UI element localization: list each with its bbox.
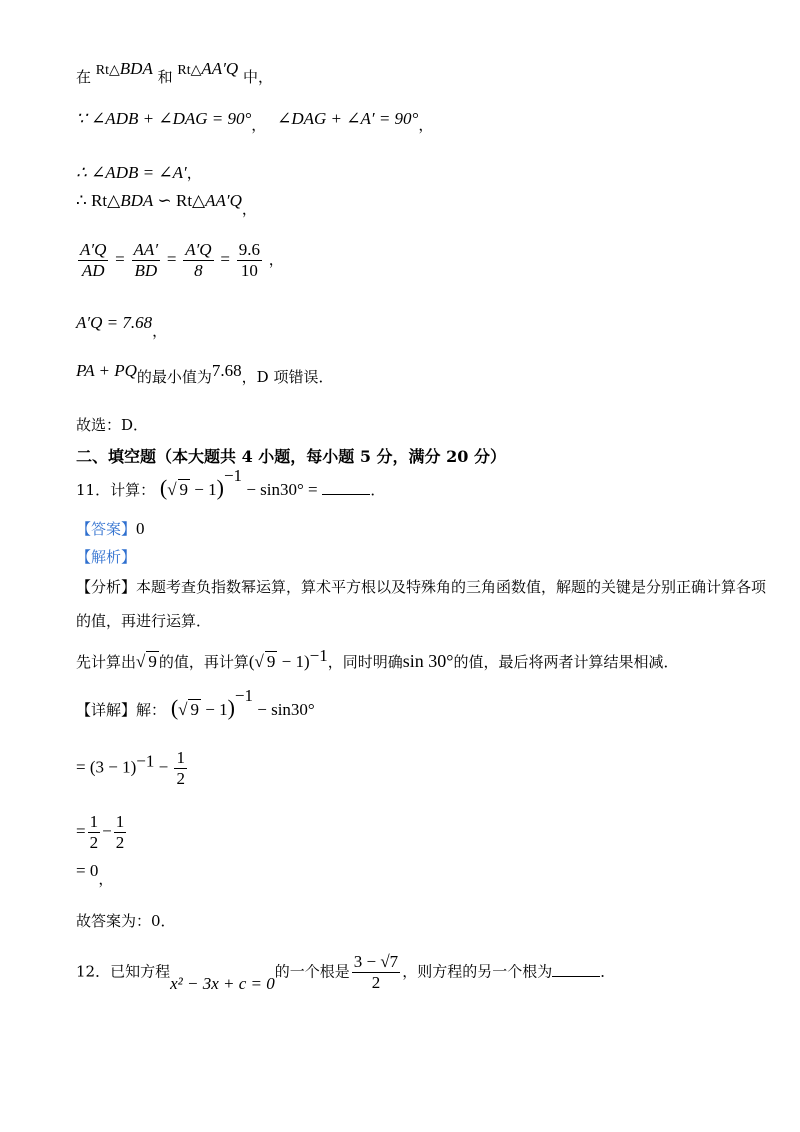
text: 的值，最后将两者计算结果相减． — [453, 653, 679, 671]
equation: ∴ ∠ADB = ∠A′ — [76, 163, 187, 182]
minus-one: − 1 — [277, 652, 304, 671]
value: 7.68 — [211, 361, 242, 380]
exponent: −1 — [234, 686, 253, 705]
equals: = — [220, 249, 230, 269]
question-11: 11．计算： (√ 9 − 1)$^{-1}$ − sin30° = ． — [76, 466, 386, 500]
sin-30: sin 30° — [402, 651, 454, 671]
equation: ∠DAG + ∠A′ = 90° — [277, 109, 419, 128]
analysis-tag: 【解析】 — [76, 548, 137, 566]
paren: ) — [227, 695, 235, 720]
paren: ) — [216, 475, 224, 500]
answer-blank — [552, 962, 600, 977]
triangle-bda: BDA — [120, 191, 154, 210]
expression: = (3 − 1) — [76, 757, 137, 777]
analysis-text: 本题考查负指数幂运算，算术平方根以及特殊角的三角函数值，解题的关键是分别正确计算各项 — [136, 578, 767, 596]
text: 先计算出 — [76, 653, 137, 671]
text: 的一个根是 — [274, 962, 350, 981]
math-line-result — [76, 312, 168, 340]
math-line-similar — [76, 190, 257, 218]
rt-symbol: Rt△ — [95, 63, 120, 78]
text: 中， — [242, 68, 273, 86]
equals: = — [166, 249, 177, 269]
text: 的最小值为 — [136, 368, 212, 386]
rt-symbol: Rt△ — [177, 63, 202, 78]
text: ，则方程的另一个根为 — [402, 962, 553, 981]
equation: x² − 3x + c = 0 — [170, 973, 275, 993]
text: 和 — [157, 68, 173, 86]
similar-symbol: ∽ Rt△ — [153, 191, 206, 210]
final-answer-line: 故答案为：0． — [76, 912, 176, 930]
fraction-one-half: $\frac{1}{2}$ — [89, 812, 99, 852]
question-number: 11．计算： — [76, 481, 156, 499]
section-heading: 二、填空题（本大题共 4 小题，每小题 5 分，满分 20 分） — [76, 447, 506, 466]
text: ，同时明确 — [327, 653, 403, 671]
text: 解： — [136, 701, 167, 719]
equals: = — [76, 821, 86, 841]
period: ． — [370, 481, 386, 499]
step-1 — [76, 748, 189, 789]
comma: ， — [418, 116, 434, 134]
exponent: −1 — [136, 751, 155, 771]
fraction-one-half: $\frac{1}{2}$ — [176, 748, 185, 788]
answer-value: 0 — [136, 519, 145, 538]
paren: ( — [248, 652, 255, 671]
equation: = 0 — [76, 861, 99, 880]
math-line-therefore-angle — [76, 162, 202, 183]
triangle-aaq: AA′Q — [201, 59, 239, 78]
minus: − — [154, 757, 173, 777]
equation: ∵ ∠ADB + ∠DAG = 90° — [76, 109, 252, 128]
sqrt-radicand: 9 — [148, 652, 157, 671]
question-number: 12．已知方程 — [76, 962, 171, 981]
question-12 — [76, 952, 615, 993]
answer-blank — [322, 480, 370, 495]
method-line: 先计算出√ 9 的值，再计算(√ 9 − 1)$^{-1}$，同时明确sin 30°的值，最后将两者计算结果相减． — [76, 646, 679, 671]
step-2 — [76, 812, 128, 853]
comma: ， — [152, 322, 168, 340]
paren: ( — [159, 475, 168, 500]
step-3 — [76, 860, 114, 888]
text: 的值，再计算 — [158, 653, 249, 671]
fraction: $\frac{A'Q}{AD}$ — [80, 240, 107, 280]
triangle-aaq: AA′Q — [205, 191, 242, 210]
fraction: $\frac{A'Q}{8}$ — [185, 240, 212, 280]
period: ． — [600, 962, 616, 981]
analysis-label: 【分析】 — [76, 578, 137, 596]
text-line-minimum — [76, 361, 334, 387]
text: ∴ Rt△ — [76, 191, 121, 210]
comma: ， — [186, 164, 202, 182]
comma: ， — [268, 250, 284, 269]
math-line-ratios — [76, 240, 284, 281]
text-line-right-triangles — [76, 59, 273, 87]
equals: = — [115, 249, 125, 269]
fraction-one-half: $\frac{1}{2}$ — [115, 812, 125, 852]
exponent: −1 — [223, 466, 243, 485]
comma: ， — [241, 200, 257, 218]
sqrt-radicand: 9 — [266, 652, 276, 671]
analysis-line-1 — [76, 576, 766, 597]
text-line-choice: 故选：D． — [76, 416, 149, 434]
sqrt-radicand: 9 — [179, 480, 189, 499]
expression: PA + PQ — [76, 361, 137, 380]
root-fraction: $\frac{3 - √7}{2}$ — [353, 952, 399, 992]
expression: − sin30° — [253, 700, 315, 719]
minus-one: − 1 — [200, 700, 228, 719]
triangle-bda: BDA — [119, 59, 153, 78]
minus-one: − 1 — [190, 480, 217, 499]
analysis-line-2: 的值，再进行运算． — [76, 612, 212, 630]
paren: ) — [303, 652, 310, 671]
fraction: $\frac{9.6}{10}$ — [238, 240, 260, 280]
detail-label: 【详解】 — [76, 701, 137, 719]
equation: A′Q = 7.68 — [76, 313, 153, 332]
expression: − sin30° = — [242, 480, 318, 499]
minus: − — [102, 821, 112, 841]
exponent: −1 — [309, 646, 328, 665]
fraction: $\frac{AA'}{BD}$ — [133, 240, 159, 280]
paren: ( — [170, 695, 179, 720]
sqrt-radicand: 9 — [190, 700, 199, 719]
comma: ， — [98, 870, 114, 888]
math-line-because — [76, 109, 434, 135]
answer-tag: 【答案】 — [76, 520, 137, 538]
detail-line: 【详解】解： (√ 9 − 1)$^{-1}$ − sin30° — [76, 686, 315, 720]
text: 在 — [76, 68, 92, 86]
answer-line — [76, 518, 145, 539]
text: ，D 项错误． — [241, 368, 334, 386]
comma: ， — [251, 116, 267, 134]
